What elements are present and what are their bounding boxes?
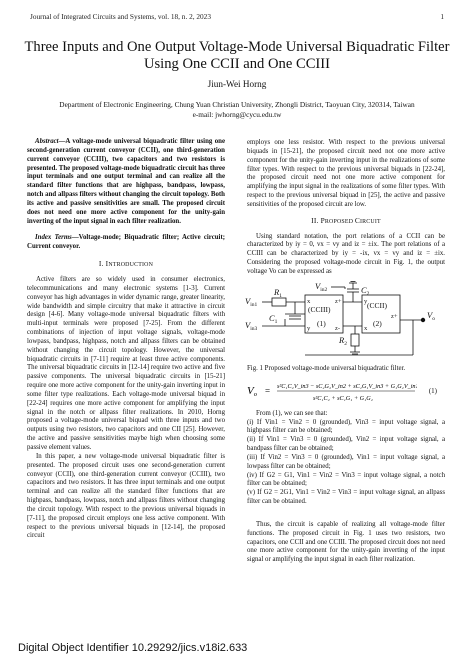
abstract-label: Abstract bbox=[35, 138, 59, 145]
filter-conditions bbox=[247, 419, 445, 507]
paper-title: Three Inputs and One Output Voltage-Mode Universal Biquadratic Filter Using One CCII and One CCIII bbox=[24, 39, 450, 72]
ccii-x-terminal: x bbox=[364, 324, 368, 332]
cciii-x-terminal: x bbox=[307, 297, 311, 305]
affiliation bbox=[20, 100, 454, 120]
condition-highpass: (i) If Vin1 = Vin2 = 0 (grounded), Vin3 = input voltage signal, a highpass filter can be obtained; bbox=[247, 418, 445, 435]
cciii-label: (CCIII) bbox=[308, 304, 331, 314]
ccii-y-terminal: y bbox=[364, 297, 368, 305]
condition-notch: (iv) If G2 = G1, Vin1 = Vin2 = Vin3 = input voltage signal, a notch filter can be obtained; bbox=[247, 471, 445, 488]
vin2-label: $V_{in2}$ bbox=[315, 280, 328, 293]
vo-label: $V_o$ bbox=[427, 309, 435, 322]
intro-continuation: employs one less resistor. With respect to the previous universal biquads in [15-21], the proposed circuit need not one more active component for the unity-gain inverting input in the realizations of some filter types. With respect to the previous universal biquads in [22-24], the proposed circuit need not one more active component for amplifying the input signal in the realizations of some filter types. With respect to the previous universal biquad in [25], the active and passive sensitivities of the proposed circuit are low. bbox=[247, 139, 445, 208]
running-head bbox=[30, 12, 444, 21]
left-column bbox=[27, 138, 225, 541]
figure-caption: Fig. 1 Proposed voltage-mode universal biquadratic filter. bbox=[247, 364, 406, 372]
condition-allpass: (v) If G2 = 2G1, Vin1 = Vin2 = Vin3 = input voltage signal, an allpass filter can be obtained. bbox=[247, 489, 445, 506]
output-node bbox=[421, 318, 425, 322]
equation-numerator: s²C₁C₂V_in3 − sC₂G₂V_in2 + sC₁G₁V_in3 + G₁G₂V_in1 bbox=[277, 382, 417, 390]
closing-paragraph: Thus, the circuit is capable of realizing all voltage-mode filter functions. The proposed circuit in Fig. 1 uses two resistors, two capacitors, one CCII and one CCIII. The proposed circuit does not need one more active component for the unity-gain inverting of the input signal or amplifying the input signal in each filter realization. bbox=[247, 520, 445, 564]
proposed-paragraph: Using standard notation, the port relations of a CCII can be characterized by iy = 0, vx = vy and iz = ±ix. The port relations of a CCIII can be characterized by iy = -ix, vx = vy and iz = ±ix. Considering the proposed voltage-mode circuit in Fig. 1, the output voltage Vo can be expressed as bbox=[247, 232, 445, 275]
ccii-number: (2) bbox=[373, 318, 382, 328]
vin3-label: $V_{in3}$ bbox=[245, 319, 258, 332]
doi-footer: Digital Object Identifier 10.29292/jics.v18i2.633 bbox=[18, 642, 248, 654]
equation-number: (1) bbox=[428, 386, 437, 395]
equation-1 bbox=[247, 378, 445, 404]
equals-sign: = bbox=[265, 385, 271, 396]
circuit-schematic bbox=[245, 280, 445, 362]
ccii-zplus-terminal: z+ bbox=[391, 312, 398, 320]
resistor-r1 bbox=[272, 298, 286, 306]
resistor-r2 bbox=[351, 334, 359, 346]
author-name: Jiun-Wei Horng bbox=[207, 79, 267, 89]
cciii-y-terminal: y bbox=[307, 324, 311, 332]
condition-bandpass: (ii) If Vin1 = Vin3 = 0 (grounded), Vin2 = input voltage signal, a bandpass filter can be obtained; bbox=[247, 436, 445, 453]
ccii-label: (CCII) bbox=[367, 300, 387, 310]
condition-lowpass: (iii) If Vin2 = Vin3 = 0 (grounded), Vin1 = input voltage signal, a lowpass filter can be obtained; bbox=[247, 453, 445, 470]
conditions-intro: From (1), we can see that: bbox=[256, 409, 328, 417]
cciii-zplus-terminal: z+ bbox=[335, 297, 342, 305]
c2-label: $C_2$ bbox=[361, 284, 370, 297]
abstract-text: —A voltage-mode universal biquadratic filter using one second-generation current conveyor (CCII), one third-generation current conveyor (CCIII), two capacitors and two resistors is presented. The proposed voltage-mode biquadratic circuit has three input terminals and one output terminal and can realize all the standard filter functions that are highpass, bandpass, lowpass, notch and allpass filters without changing the circuit topology. Both its active and passive sensitivities are small. The proposed circuit does not need one more active component for the unity-gain inverting of the input signal in each filter realization. bbox=[27, 138, 225, 225]
c1-label: $C_1$ bbox=[269, 312, 278, 325]
intro-paragraph-2: In this paper, a new voltage-mode universal biquadratic filter is presented. The proposed circuit uses one second-generation current conveyor (CCII), one third-generation current conveyor (CCIII), two capacitors and two resistors. It has three input terminals and one output terminal and can realize all the standard filter functions that are highpass, bandpass, lowpass, notch and allpass filters without changing the circuit topology. With respect to the previous universal biquads in [7-11], the proposed circuit employs one less active component. With respect to the previous universal biquads in [12-14], the proposed circuit bbox=[27, 452, 225, 540]
affiliation-department: Department of Electronic Engineering, Chung Yuan Christian University, Zhongli District, Taoyuan City, 320314, Taiwan bbox=[59, 100, 415, 109]
index-terms-label: Index Terms bbox=[35, 234, 72, 242]
index-terms-text: —Voltage-mode; Biquadratic filter; Active circuit; Current conveyor. bbox=[27, 234, 225, 251]
page-number: 1 bbox=[440, 12, 444, 21]
equation-denominator: s²C₁C₂ + sC₁G₁ + G₁G₂ bbox=[313, 394, 373, 402]
affiliation-email: e-mail: jwhorng@cycu.edu.tw bbox=[192, 110, 282, 119]
index-terms bbox=[27, 234, 225, 252]
r2-label: $R_2$ bbox=[339, 334, 347, 347]
equation-formula bbox=[247, 378, 417, 404]
journal-name: Journal of Integrated Circuits and Systems, vol. 18, n. 2, 2023 bbox=[30, 12, 211, 21]
section-heading-proposed: II. PROPOSED CIRCUIT bbox=[311, 215, 381, 225]
vin1-label: $V_{in1}$ bbox=[245, 295, 258, 308]
equation-lhs: Vo bbox=[247, 384, 257, 398]
section-heading-introduction: I. INTRODUCTION bbox=[98, 259, 154, 269]
cciii-zminus-terminal: z- bbox=[335, 324, 341, 332]
abstract bbox=[27, 138, 225, 226]
cciii-number: (1) bbox=[317, 318, 326, 328]
r1-label: $R_1$ bbox=[274, 286, 282, 299]
right-column bbox=[247, 139, 445, 565]
intro-paragraph-1: Active filters are so widely used in consumer electronics, telecommunications and many electronic systems [1-3]. Current conveyor has high advantages in wider dynamic range, greater linearity, wide bandwidth and simple circuitry that make it attractive in circuit design [4-6]. Many voltage-mode universal biquadratic filters with multi-input terminals were proposed [7-25]. From the different combinations of injection of input voltage signals, voltage-mode lowpass, bandpass, highpass, notch and allpass filters can be obtained without changing the circuit topology. However, the universal biquadratic circuits in [7-11] require at least three active components. The universal biquadratic circuits in [12-14] require two active and five passive components. The universal biquadratic circuits in [15-21] require one more active component for the unity-gain inverting input in some filter type realizations. Each voltage-mode universal biquad in [22-24] requires one more active component for amplifying the input signal in the notch or allpass filter realizations. In 2010, Horng proposed a voltage-mode universal biquad with three inputs and two outputs using two resistors, two capacitors and one CII [25]. However, the active and passive sensitivities maybe high when choosing some passive element values. bbox=[27, 275, 225, 451]
